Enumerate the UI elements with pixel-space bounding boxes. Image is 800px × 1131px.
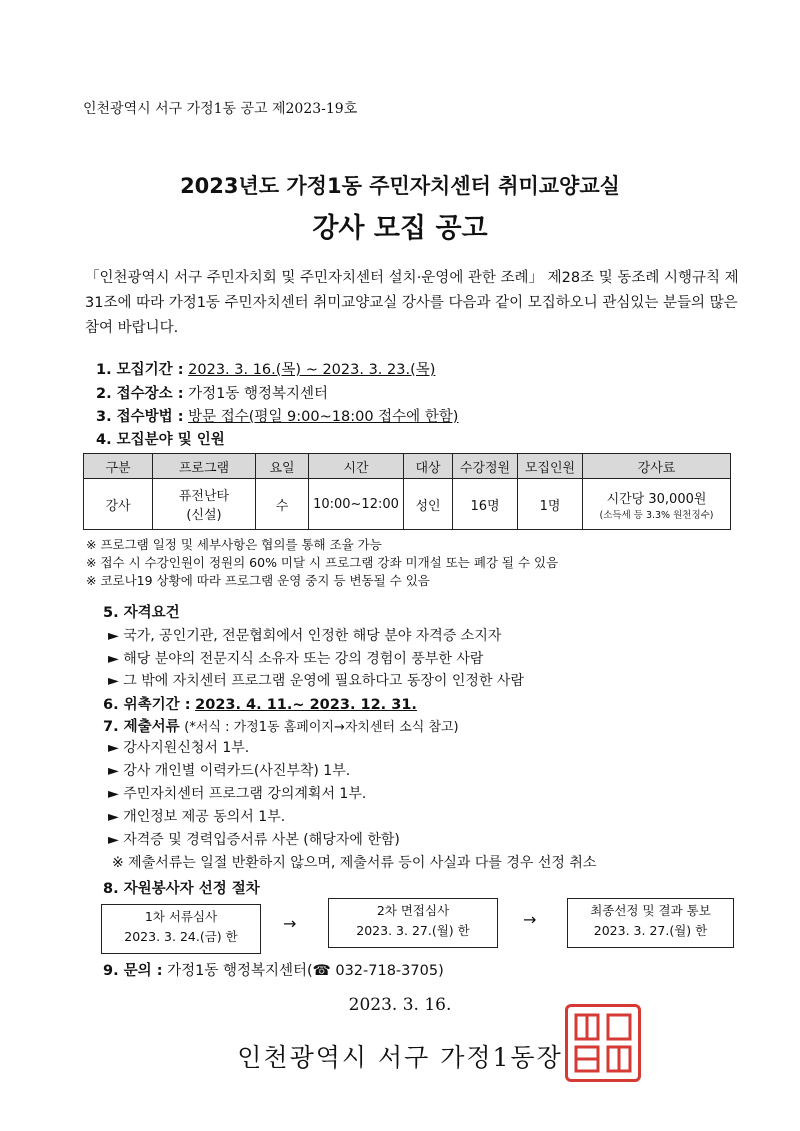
method-label: 3. 접수방법 : — [96, 409, 184, 425]
table-header: 구분 — [84, 454, 153, 479]
method-value: 방문 접수(평일 9:00~18:00 접수에 한함) — [188, 409, 459, 425]
remarks-list — [86, 536, 558, 590]
documents-label: 7. 제출서류 — [103, 719, 180, 735]
program-note: (신설) — [186, 508, 222, 523]
procedure-step-3 — [567, 898, 734, 948]
cell-day: 수 — [256, 479, 309, 530]
table-header-row — [84, 454, 731, 479]
cell-program — [153, 479, 256, 530]
intro-paragraph: 「인천광역시 서구 주민자치회 및 주민자치센터 설치·운영에 관한 조례」 제28조 및 동조례 시행규칙 제31조에 따라 가정1동 주민자치센터 취미교양교실 강사를 다음과 같이 모집하오니 관심있는 분들의 많은 참여 바랍니다. — [85, 270, 739, 336]
list-item: ► 자격증 및 경력입증서류 사본 (해당자에 한함) — [108, 832, 400, 848]
documents-note: (*서식 : 가정1동 홈페이지→자치센터 소식 참고) — [184, 720, 459, 735]
qualifications-label: 5. 자격요건 — [103, 605, 180, 621]
remark-item: ※ 접수 시 수강인원이 정원의 60% 미달 시 프로그램 강좌 미개설 또는 폐강 될 수 있음 — [86, 555, 559, 570]
period-value: 2023. 3. 16.(목) ~ 2023. 3. 23.(목) — [188, 362, 436, 378]
list-item: ► 강사 개인별 이력카드(사진부착) 1부. — [108, 763, 351, 779]
list-item: ► 주민자치센터 프로그램 강의계획서 1부. — [108, 786, 367, 802]
section-qualifications — [103, 601, 180, 622]
document-subtitle: 강사 모집 공고 — [312, 213, 488, 244]
table-row — [84, 479, 731, 530]
table-header: 모집인원 — [518, 454, 583, 479]
fields-label: 4. 모집분야 및 인원 — [96, 432, 225, 448]
qualifications-list — [108, 625, 524, 693]
program-table — [83, 453, 731, 530]
inquiry-label: 9. 문의 : — [103, 963, 163, 979]
program-name: 퓨전난타 — [178, 489, 230, 504]
place-value: 가정1동 행정복지센터 — [188, 386, 329, 402]
step-date: 2023. 3. 24.(금) 한 — [124, 929, 238, 944]
procedure-step-1 — [101, 904, 261, 954]
step-name: 2차 면접심사 — [376, 903, 450, 918]
table-header: 대상 — [404, 454, 453, 479]
step-date: 2023. 3. 27.(월) 한 — [356, 923, 470, 938]
cell-category: 강사 — [84, 479, 153, 530]
section-fields — [96, 428, 225, 449]
section-period — [96, 358, 435, 379]
documents-warning: ※ 제출서류는 일절 반환하지 않으며, 제출서류 등이 사실과 다를 경우 선정 취소 — [112, 855, 597, 871]
section-documents — [103, 715, 459, 736]
table-header: 수강정원 — [453, 454, 518, 479]
cell-recruit: 1명 — [518, 479, 583, 530]
list-item: ► 그 밖에 자치센터 프로그램 운영에 필요하다고 동장이 인정한 사람 — [108, 673, 524, 689]
term-label: 6. 위촉기간 : — [103, 697, 191, 713]
fee-note: (소득세 등 3.3% 원천징수) — [599, 509, 714, 521]
period-label: 1. 모집기간 : — [96, 362, 184, 378]
list-item: ► 강사지원신청서 1부. — [108, 740, 250, 756]
term-value: 2023. 4. 11.~ 2023. 12. 31. — [195, 697, 417, 713]
step-date: 2023. 3. 27.(월) 한 — [593, 923, 708, 938]
cell-target: 성인 — [404, 479, 453, 530]
section-inquiry — [103, 959, 444, 980]
section-procedure — [103, 877, 260, 898]
list-item: ► 국가, 공인기관, 전문협회에서 인정한 해당 분야 자격증 소지자 — [108, 628, 502, 644]
documents-list — [108, 737, 596, 875]
step-name: 최종선정 및 결과 통보 — [590, 903, 711, 918]
section-place — [96, 382, 328, 403]
document-title: 2023년도 가정1동 주민자치센터 취미교양교실 — [180, 174, 620, 198]
issue-date: 2023. 3. 16. — [348, 995, 452, 1015]
arrow-icon: → — [283, 914, 297, 933]
procedure-label: 8. 자원봉사자 선정 절차 — [103, 881, 260, 897]
section-method — [96, 405, 458, 426]
cell-fee — [583, 479, 731, 530]
issuer-name: 인천광역시 서구 가정1동장 — [237, 1043, 563, 1072]
table-header: 요일 — [256, 454, 309, 479]
table-header: 강사료 — [583, 454, 731, 479]
table-header: 시간 — [309, 454, 404, 479]
inquiry-value: 가정1동 행정복지센터(☎ 032-718-3705) — [167, 963, 444, 979]
remark-item: ※ 코로나19 상황에 따라 프로그램 운영 중지 등 변동될 수 있음 — [86, 573, 430, 588]
step-name: 1차 서류심사 — [144, 909, 218, 924]
table-header: 프로그램 — [153, 454, 256, 479]
place-label: 2. 접수장소 : — [96, 386, 184, 402]
cell-time: 10:00~12:00 — [309, 479, 404, 530]
arrow-icon: → — [523, 910, 537, 929]
notice-number: 인천광역시 서구 가정1동 공고 제2023-19호 — [83, 101, 358, 117]
list-item: ► 해당 분야의 전문지식 소유자 또는 강의 경험이 풍부한 사람 — [108, 650, 484, 667]
procedure-step-2 — [328, 898, 498, 948]
cell-capacity: 16명 — [453, 479, 518, 530]
section-term — [103, 693, 417, 714]
remark-item: ※ 프로그램 일정 및 세부사항은 협의를 통해 조율 가능 — [86, 537, 382, 552]
fee-value: 시간당 30,000원 — [606, 491, 707, 507]
list-item: ► 개인정보 제공 동의서 1부. — [108, 809, 286, 825]
